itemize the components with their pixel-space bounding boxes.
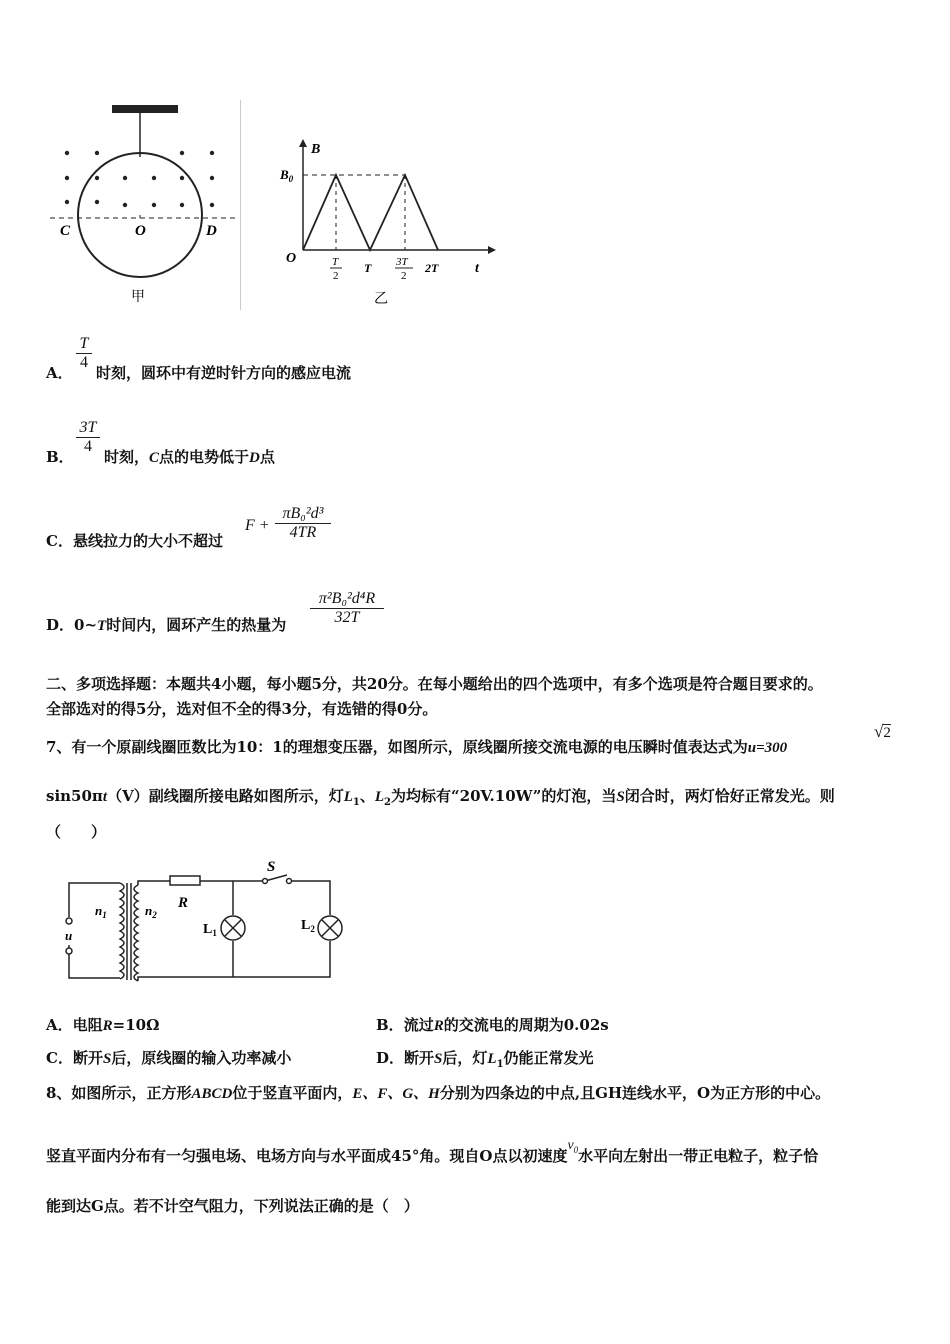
label-d: D [206, 223, 217, 239]
q7-option-b: B．流过R的交流电的周期为0.02s [376, 1016, 609, 1034]
q7-sqrt2: √2 [874, 722, 891, 741]
q7-line2: sin50πt（V）副线圈所接电路如图所示，灯$L_1$、$L_2$为均标有“20V.10W”的灯泡，当S闭合时，两灯恰好正常发光。则 [46, 787, 835, 808]
label-n1: $n_1$ [95, 903, 107, 920]
label-c: C [60, 223, 71, 239]
tick-3half-den: 2 [401, 270, 407, 282]
tick-3half-num: 3T [396, 256, 408, 268]
option-b-fraction: 3T 4 [76, 419, 100, 456]
q7-paren: （ ） [46, 823, 107, 841]
tick-half-num: T [332, 256, 339, 268]
secondary-coil [134, 885, 138, 981]
option-c-fraction: πB₀²d³ 4TR [275, 505, 331, 542]
axis-t: t [475, 261, 479, 276]
section2-line1: 二、多项选择题：本题共4小题，每小题5分，共20分。在每小题给出的四个选项中，有多个选项是符合题目要求的。 [46, 675, 823, 693]
q8-line2: 竖直平面内分布有一匀强电场、电场方向与水平面成45°角。现自O点以初速度$v_0$水平向左射出一带正电粒子，粒子恰 [46, 1138, 819, 1165]
switch-s [265, 875, 287, 881]
axis-origin: O [286, 251, 297, 266]
primary-coil [120, 883, 124, 979]
tick-half-den: 2 [333, 270, 339, 282]
option-d-fraction: π²B₀²d⁴R 32T [310, 590, 384, 627]
figure-jia [40, 95, 250, 310]
tick-t: T [364, 261, 372, 275]
label-l2: $L_2$ [301, 918, 315, 934]
label-yi: 乙 [374, 292, 388, 307]
figure-yi-graph [278, 135, 498, 310]
axis-b0: $B_0$ [280, 167, 294, 184]
q7-option-d: D．断开S后，灯$L_1$仍能正常发光 [376, 1049, 594, 1070]
label-u: u [65, 928, 73, 943]
option-c-prefix: F + [245, 517, 270, 534]
q8-line1: 8、如图所示，正方形ABCD位于竖直平面内，E、F、G、H分别为四条边的中点,且GH连线水平，O为正方形的中心。 [46, 1084, 831, 1102]
q7-option-c: C．断开S后，原线圈的输入功率减小 [46, 1049, 292, 1067]
q7-circuit [55, 855, 355, 985]
option-a: A． [46, 364, 73, 382]
option-a-fraction: T 4 [76, 335, 92, 372]
label-n2: $n_2$ [145, 903, 157, 920]
option-b-text: 时刻，C点的电势低于D点 [104, 448, 275, 466]
option-d: D．0~T时间内，圆环产生的热量为 [46, 616, 287, 634]
section2-line2: 全部选对的得5分，选对但不全的得3分，有选错的得0分。 [46, 700, 438, 718]
option-a-text: 时刻，圆环中有逆时针方向的感应电流 [96, 364, 352, 382]
option-c: C．悬线拉力的大小不超过 [46, 532, 223, 550]
label-jia: 甲 [131, 290, 145, 305]
figure-divider [240, 100, 241, 310]
resistor-r [170, 876, 200, 885]
label-s: S [267, 859, 276, 875]
axis-b: B [311, 142, 321, 157]
label-r: R [178, 895, 189, 911]
q7-line1: 7、有一个原副线圈匝数比为10：1的理想变压器，如图所示，原线圈所接交流电源的电压瞬时值表达式为u=300 [46, 738, 788, 756]
b-curve [303, 175, 438, 250]
ceiling [112, 105, 178, 113]
tick-2t: 2T [425, 261, 439, 275]
q7-option-a: A．电阻R=10Ω [46, 1016, 160, 1034]
label-l1: $L_1$ [203, 922, 217, 938]
field-dots [65, 151, 214, 207]
label-o: O [135, 223, 146, 239]
option-b: B． [46, 448, 74, 466]
q8-line3: 能到达G点。若不计空气阻力，下列说法正确的是（ ） [46, 1197, 419, 1215]
